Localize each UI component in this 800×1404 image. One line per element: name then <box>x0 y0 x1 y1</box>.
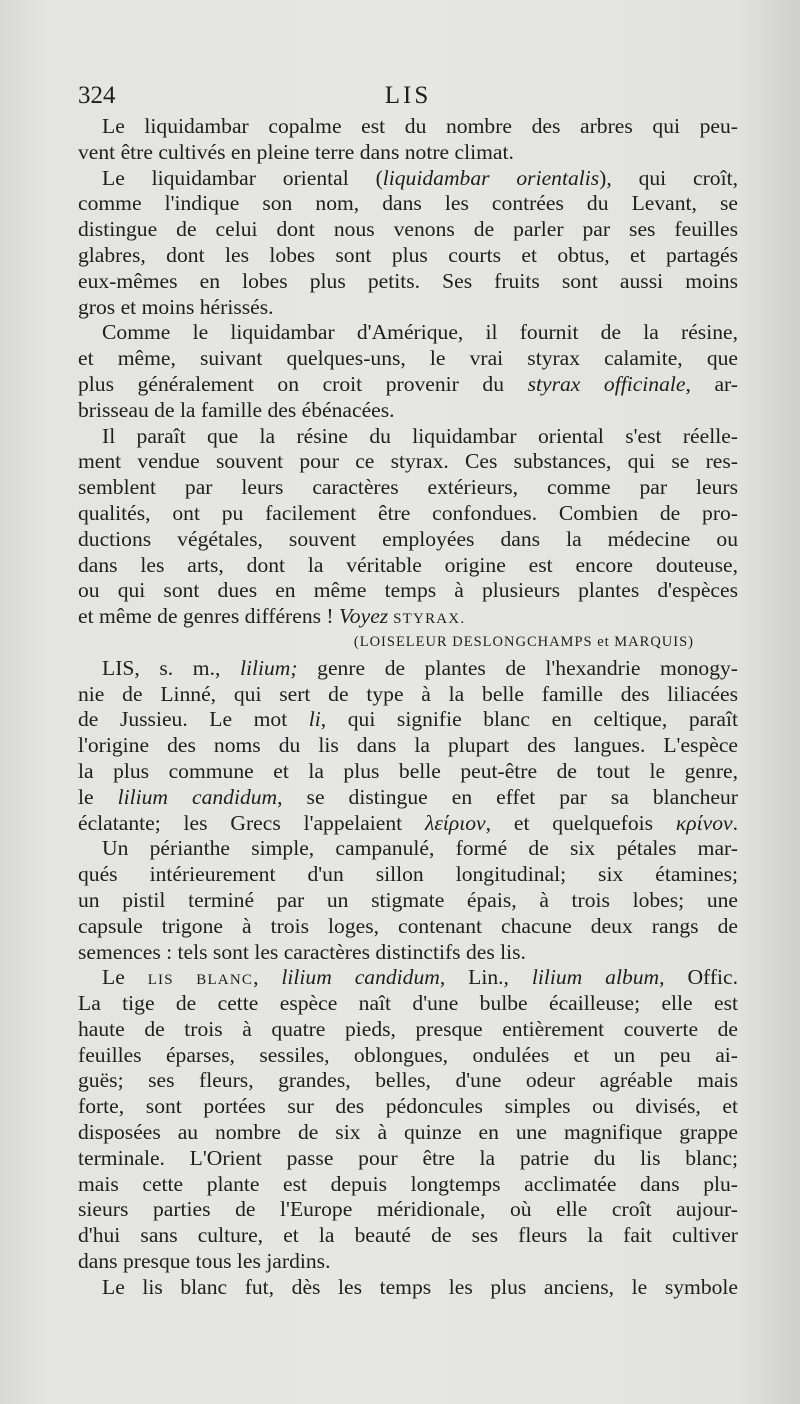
text-line: brisseau de la famille des ébénacées. <box>78 397 395 422</box>
text-line: éclatante; les Grecs l'appelaient λείριον, et quelquefois κρίνον. <box>78 810 738 835</box>
text-line: glabres, dont les lobes sont plus courts et obtus, et partagés <box>78 242 738 267</box>
text-line: semblent par leurs caractères extérieurs, comme par leurs <box>78 475 738 500</box>
text-line: ou qui sont dues en même temps à plusieurs plantes d'espèces <box>78 578 738 603</box>
text-line: et même, suivant quelques-uns, le vrai styrax calamite, que <box>78 346 738 371</box>
text-line: disposées au nombre de six à quinze en une magnifique grappe <box>78 1120 738 1145</box>
text-line: guës; ses fleurs, grandes, belles, d'une odeur agréable mais <box>78 1068 738 1093</box>
text-line: qués intérieurement d'un sillon longitudinal; six étamines; <box>78 862 738 887</box>
body-text <box>78 114 738 1301</box>
text-line: vent être cultivés en pleine terre dans notre climat. <box>78 139 514 164</box>
text-line: Le liquidambar copalme est du nombre des arbres qui peu- <box>102 114 738 138</box>
text-line: le lilium candidum, se distingue en effet par sa blancheur <box>78 784 738 809</box>
text-line: sieurs parties de l'Europe méridionale, où elle croît aujour- <box>78 1197 738 1222</box>
text-line: nie de Linné, qui sert de type à la belle famille des liliacées <box>78 681 738 706</box>
text-line: La tige de cette espèce naît d'une bulbe écailleuse; elle est <box>78 991 738 1016</box>
text-line: LIS, s. m., lilium; genre de plantes de l'hexandrie monogy- <box>102 655 738 680</box>
text-line: Le liquidambar oriental (liquidambar orientalis), qui croît, <box>102 165 738 190</box>
text-line: et même de genres différens ! Voyez STYRAX. <box>78 604 466 629</box>
text-line: Un périanthe simple, campanulé, formé de six pétales mar- <box>102 836 738 861</box>
text-line: eux-mêmes en lobes plus petits. Ses fruits sont aussi moins <box>78 268 738 293</box>
text-line: semences : tels sont les caractères distinctifs des lis. <box>78 939 526 964</box>
text-line: un pistil terminé par un stigmate épais, à trois lobes; une <box>78 887 738 912</box>
text-line: dans les arts, dont la véritable origine est encore douteuse, <box>78 552 738 577</box>
running-head: LIS <box>384 82 432 109</box>
text-line: haute de trois à quatre pieds, presque entièrement couverte de <box>78 1016 738 1041</box>
text-line: qualités, ont pu facilement être confondues. Combien de pro- <box>78 500 738 525</box>
text-line: gros et moins hérissés. <box>78 294 274 319</box>
text-line: Le LIS BLANC, lilium candidum, Lin., lilium album, Offic. <box>102 965 738 990</box>
text-line: dans presque tous les jardins. <box>78 1249 331 1274</box>
text-line: plus généralement on croit provenir du styrax officinale, ar- <box>78 371 738 396</box>
author-signature: (LOISELEUR DESLONGCHAMPS et MARQUIS) <box>353 633 694 650</box>
text-line: mais cette plante est depuis longtemps acclimatée dans plu- <box>78 1171 738 1196</box>
text-line: feuilles éparses, sessiles, oblongues, ondulées et un peu ai- <box>78 1042 738 1067</box>
text-line: comme l'indique son nom, dans les contrées du Levant, se <box>78 191 738 216</box>
text-line: de Jussieu. Le mot li, qui signifie blanc en celtique, paraît <box>78 707 738 732</box>
page-number: 324 <box>78 82 116 109</box>
text-line: Le lis blanc fut, dès les temps les plus anciens, le symbole <box>102 1274 738 1299</box>
text-line: capsule trigone à trois loges, contenant chacune deux rangs de <box>78 913 738 938</box>
text-line: forte, sont portées sur des pédoncules simples ou divisés, et <box>78 1094 738 1119</box>
text-line: Comme le liquidambar d'Amérique, il fournit de la résine, <box>102 320 738 345</box>
page-header <box>78 82 738 116</box>
text-line: terminale. L'Orient passe pour être la patrie du lis blanc; <box>78 1145 738 1170</box>
text-line: Il paraît que la résine du liquidambar oriental s'est réelle- <box>102 423 738 448</box>
text-line: l'origine des noms du lis dans la plupart des langues. L'espèce <box>78 733 738 758</box>
text-line: d'hui sans culture, et la beauté de ses fleurs la fait cultiver <box>78 1223 738 1248</box>
text-line: ment vendue souvent pour ce styrax. Ces substances, qui se res- <box>78 449 738 474</box>
text-line: ductions végétales, souvent employées dans la médecine ou <box>78 526 738 551</box>
text-line: la plus commune et la plus belle peut-être de tout le genre, <box>78 758 738 783</box>
text-line: distingue de celui dont nous venons de parler par ses feuilles <box>78 217 738 242</box>
